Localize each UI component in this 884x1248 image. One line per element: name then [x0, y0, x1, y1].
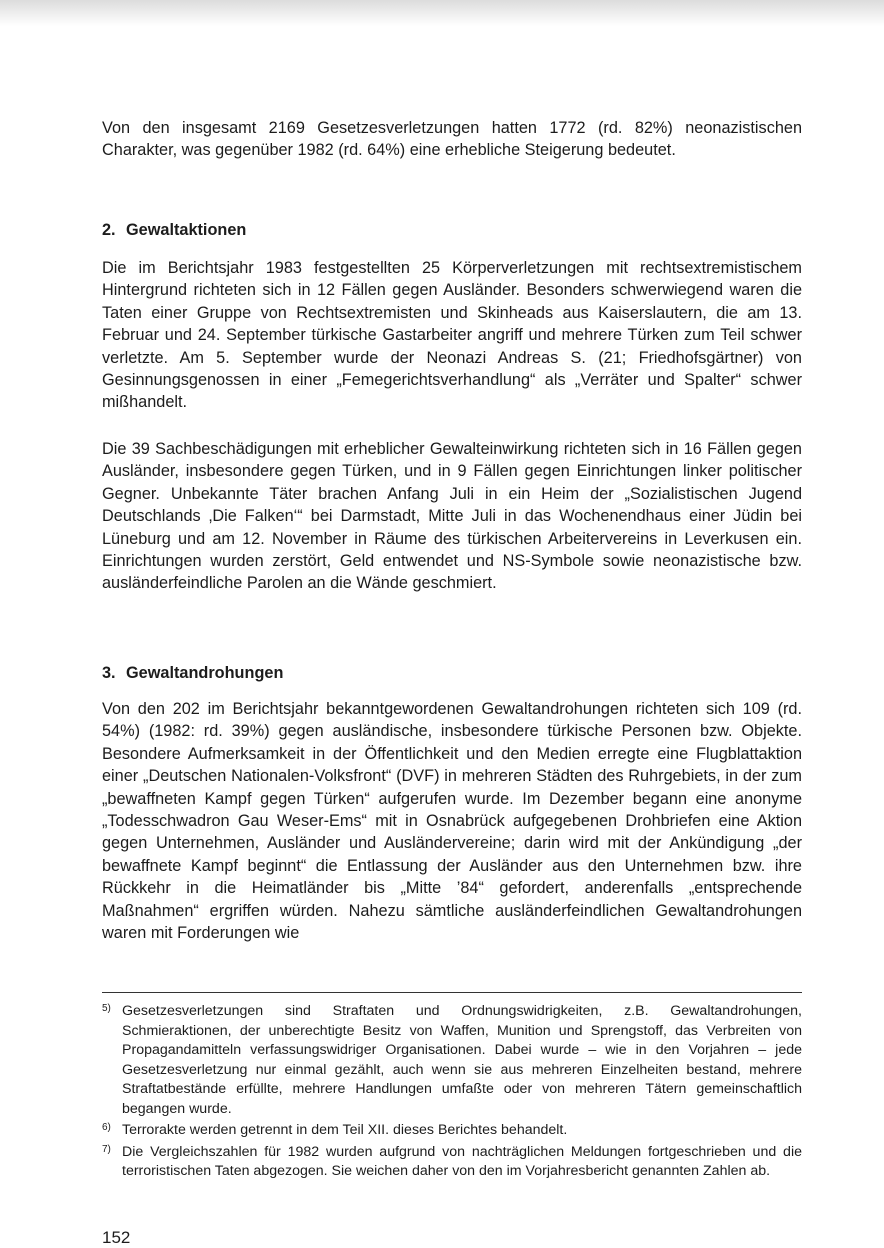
footnote-text: Terrorakte werden getrennt in dem Teil XII. dieses Berichtes behandelt.	[122, 1122, 568, 1138]
footnote-mark: 5)	[102, 1003, 111, 1014]
section-title: Gewaltandrohungen	[126, 664, 284, 682]
footnote-7	[102, 1143, 802, 1182]
footnote-text: Die Vergleichszahlen für 1982 wurden aufgrund von nachträglichen Meldungen fortgeschrieben und die terroristischen Taten abgezogen. Sie weichen daher von den im Vorjahresbericht genannten Zahlen ab.	[122, 1143, 802, 1179]
intro-paragraph: Von den insgesamt 2169 Gesetzesverletzungen hatten 1772 (rd. 82%) neonazistischen Charakter, was gegenüber 1982 (rd. 64%) eine erhebliche Steigerung bedeutet.	[102, 119, 802, 160]
section-heading-gewaltaktionen	[102, 219, 246, 241]
gewaltaktionen-paragraph-1: Die im Berichtsjahr 1983 festgestellten 25 Körperverletzungen mit rechtsextremistischem Hintergrund richteten sich in 12 Fällen gegen Ausländer. Besonders schwerwiegend waren die Taten einer Gruppe von Rechtsextremisten und Skinheads aus Kaiserslautern, die am 13. Februar und 24. September türkische Gastarbeiter angriff und mehrere Türken zum Teil schwer verletzte. Am 5. September wurde der Neonazi Andreas S. (21; Friedhofsgärtner) von Gesinnungsgenossen in einer „Femegerichtsverhandlung“ als „Verräter und Spalter“ schwer mißhandelt.	[102, 259, 802, 412]
gewaltandrohungen-paragraph: Von den 202 im Berichtsjahr bekanntgewordenen Gewaltandrohungen richteten sich 109 (rd. 54%) (1982: rd. 39%) gegen ausländische, insbesondere türkische Personen bzw. Objekte. Besondere Aufmerksamkeit in der Öffentlichkeit und den Medien erregte eine Flugblattaktion einer „Deutschen Nationalen-Volksfront“ (DVF) in mehreren Städten des Ruhrgebiets, in der zum „bewaffneten Kampf gegen Türken“ aufgerufen wurde. Im Dezember begann eine anonyme „Todesschwadron Gau Weser-Ems“ mit in Osnabrück aufgegebenen Drohbriefen eine Aktion gegen Unternehmen, Ausländer und Ausländervereine; darin wird mit der Ankündigung „der bewaffnete Kampf beginnt“ die Entlassung der Ausländer aus den Unternehmen bzw. ihre Rückkehr in die Heimatländer bis „Mitte ’84“ gefordert, anderenfalls „entsprechende Maßnahmen“ ergriffen würden. Nahezu sämtliche ausländerfeindlichen Gewaltandrohungen waren mit Forderungen wie	[102, 700, 802, 943]
section-number: 2.	[102, 221, 116, 239]
footnote-5	[102, 1002, 802, 1119]
footnote-6	[102, 1121, 802, 1141]
footnote-text: Gesetzesverletzungen sind Straftaten und Ordnungswidrigkeiten, z.B. Gewaltandrohungen, Schmieraktionen, der unberechtigte Besitz von Waffen, Munition und Sprengstoff, das Verbreiten von Propagandamitteln verfassungswidriger Organisationen. Dabei wurde – wie in den Vorjahren – jede Gesetzesverletzung nur einmal gezählt, auch wenn sie aus mehreren Einzelheiten bestand, mehrere Straftatbestände erfüllte, mehrere Handlungen umfaßte oder von mehreren Tätern gemeinschaftlich begangen wurde.	[122, 1003, 802, 1117]
section-heading-gewaltandrohungen	[102, 662, 283, 684]
section-number: 3.	[102, 664, 116, 682]
footnotes	[102, 1002, 802, 1184]
section-title: Gewaltaktionen	[126, 221, 247, 239]
footnote-mark: 7)	[102, 1143, 111, 1155]
scan-top-edge	[0, 0, 884, 26]
gewaltaktionen-paragraph-2: Die 39 Sachbeschädigungen mit erheblicher Gewalteinwirkung richteten sich in 16 Fällen gegen Ausländer, insbesondere gegen Türken, und in 9 Fällen gegen Einrichtungen linker politischer Gegner. Unbekannte Täter brachen Anfang Juli in ein Heim der „Sozialistischen Jugend Deutschlands ‚Die Falken‘“ bei Darmstadt, Mitte Juli in das Wochenendhaus einer Jüdin bei Lüneburg und am 12. November in Räume des türkischen Arbeitervereins in Leverkusen ein. Einrichtungen wurden zerstört, Geld entwendet und NS-Symbole sowie neonazistische bzw. ausländerfeindliche Parolen an die Wände geschmiert.	[102, 440, 802, 593]
page-number: 152	[102, 1228, 131, 1247]
footnote-divider	[102, 992, 802, 993]
footnote-mark: 6)	[102, 1122, 111, 1133]
